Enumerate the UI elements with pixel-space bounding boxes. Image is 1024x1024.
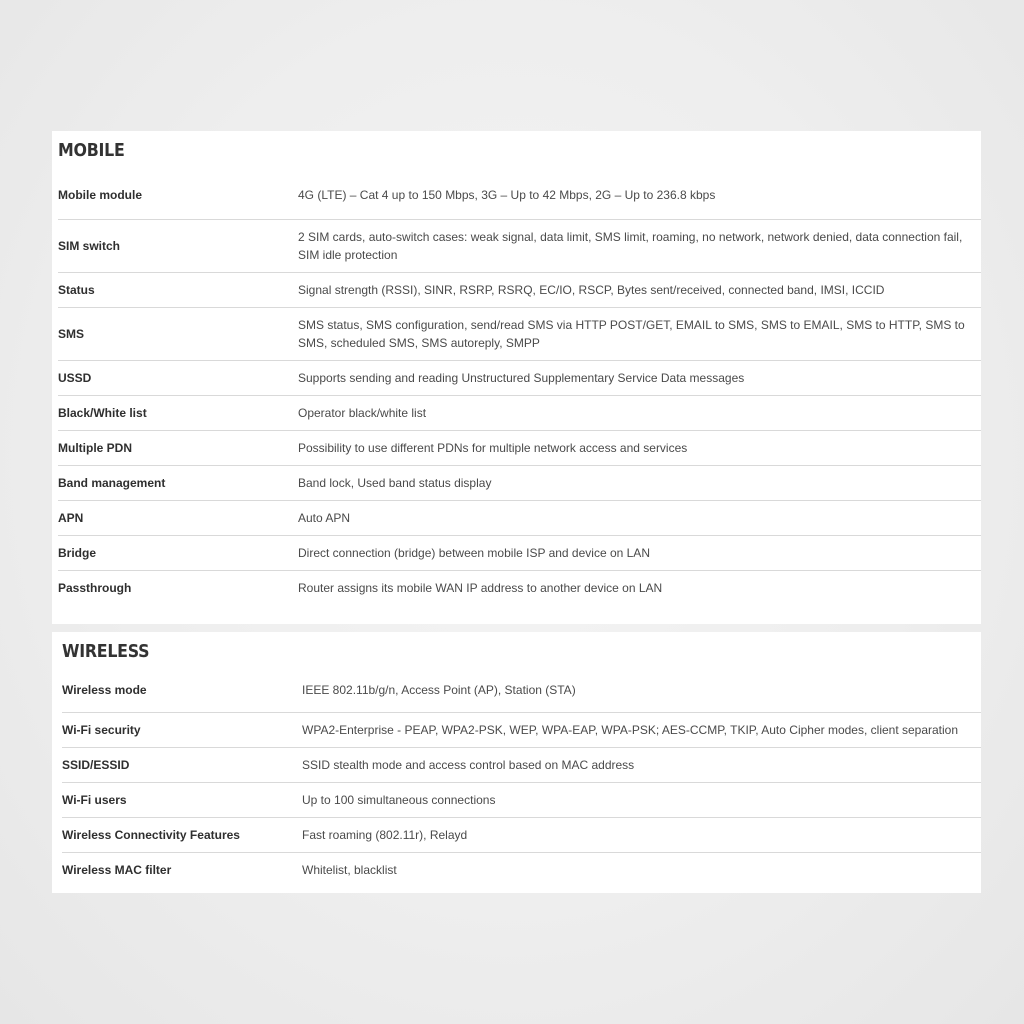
spec-key: SIM switch bbox=[58, 219, 298, 272]
table-row bbox=[62, 747, 981, 782]
section-title-mobile: MOBILE bbox=[58, 140, 125, 161]
spec-value: Auto APN bbox=[298, 500, 981, 535]
spec-key: Wireless Connectivity Features bbox=[62, 817, 302, 852]
spec-key: Wi-Fi users bbox=[62, 782, 302, 817]
table-row bbox=[58, 360, 981, 395]
spec-value: SMS status, SMS configuration, send/read SMS via HTTP POST/GET, EMAIL to SMS, SMS to EMAIL, SMS to HTTP, SMS to SMS, scheduled SMS, SMS autoreply, SMPP bbox=[298, 307, 981, 360]
table-row bbox=[62, 668, 981, 712]
spec-value: Supports sending and reading Unstructured Supplementary Service Data messages bbox=[298, 360, 981, 395]
table-row bbox=[62, 712, 981, 747]
table-row bbox=[58, 465, 981, 500]
mobile-spec-table bbox=[58, 171, 981, 605]
spec-value: Fast roaming (802.11r), Relayd bbox=[302, 817, 981, 852]
spec-value: Up to 100 simultaneous connections bbox=[302, 782, 981, 817]
table-row bbox=[62, 782, 981, 817]
spec-value: Direct connection (bridge) between mobile ISP and device on LAN bbox=[298, 535, 981, 570]
table-row bbox=[58, 500, 981, 535]
spec-key: Status bbox=[58, 272, 298, 307]
wireless-spec-table bbox=[62, 668, 981, 887]
spec-key: Multiple PDN bbox=[58, 430, 298, 465]
table-row bbox=[58, 272, 981, 307]
table-row bbox=[58, 219, 981, 272]
spec-key: SSID/ESSID bbox=[62, 747, 302, 782]
spec-value: 4G (LTE) – Cat 4 up to 150 Mbps, 3G – Up to 42 Mbps, 2G – Up to 236.8 kbps bbox=[298, 187, 716, 202]
spec-value: Whitelist, blacklist bbox=[302, 852, 981, 887]
table-row bbox=[58, 535, 981, 570]
spec-value: Possibility to use different PDNs for multiple network access and services bbox=[298, 430, 981, 465]
table-row bbox=[58, 307, 981, 360]
spec-value: 2 SIM cards, auto-switch cases: weak signal, data limit, SMS limit, roaming, no network, network denied, data connection fail, SIM idle protection bbox=[298, 219, 981, 272]
spec-value: Signal strength (RSSI), SINR, RSRP, RSRQ, EC/IO, RSCP, Bytes sent/received, connected band, IMSI, ICCID bbox=[298, 272, 981, 307]
table-row bbox=[58, 171, 981, 219]
table-row bbox=[58, 570, 981, 605]
spec-key: Mobile module bbox=[58, 187, 142, 202]
table-row bbox=[62, 817, 981, 852]
spec-value: SSID stealth mode and access control based on MAC address bbox=[302, 747, 981, 782]
spec-key: APN bbox=[58, 500, 298, 535]
mobile-spec-section bbox=[52, 131, 981, 624]
table-row bbox=[58, 395, 981, 430]
spec-key: Band management bbox=[58, 465, 298, 500]
spec-key: Passthrough bbox=[58, 570, 298, 605]
spec-value: Operator black/white list bbox=[298, 395, 981, 430]
wireless-spec-section bbox=[52, 632, 981, 893]
spec-key: Wireless mode bbox=[62, 682, 147, 697]
table-row bbox=[58, 430, 981, 465]
spec-value: WPA2-Enterprise - PEAP, WPA2-PSK, WEP, WPA-EAP, WPA-PSK; AES-CCMP, TKIP, Auto Cipher modes, client separation bbox=[302, 712, 981, 747]
spec-value: Band lock, Used band status display bbox=[298, 465, 981, 500]
spec-value: Router assigns its mobile WAN IP address to another device on LAN bbox=[298, 570, 981, 605]
spec-key: Black/White list bbox=[58, 395, 298, 430]
table-row bbox=[62, 852, 981, 887]
section-title-wireless: WIRELESS bbox=[62, 641, 150, 662]
spec-key: Wireless MAC filter bbox=[62, 852, 302, 887]
spec-key: Wi-Fi security bbox=[62, 712, 302, 747]
spec-value: IEEE 802.11b/g/n, Access Point (AP), Station (STA) bbox=[302, 682, 576, 697]
spec-key: USSD bbox=[58, 360, 298, 395]
spec-key: SMS bbox=[58, 307, 298, 360]
spec-key: Bridge bbox=[58, 535, 298, 570]
